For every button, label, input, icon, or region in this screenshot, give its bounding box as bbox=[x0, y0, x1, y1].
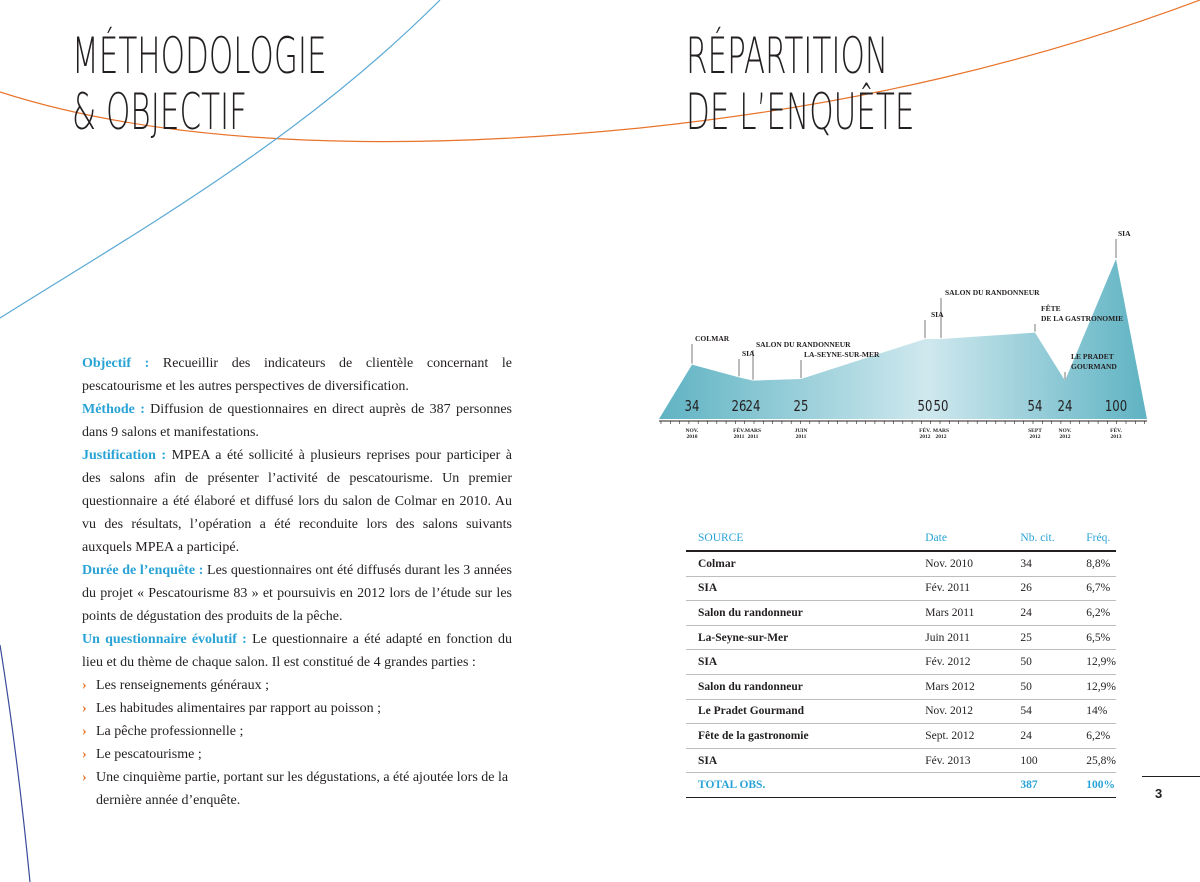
survey-distribution-chart bbox=[655, 225, 1155, 445]
page-title-left bbox=[72, 28, 327, 140]
section-justification bbox=[82, 444, 512, 559]
section-label: Durée de l’enquête : bbox=[82, 563, 204, 578]
chart-value-label: 50 bbox=[933, 398, 949, 416]
chart-plot bbox=[659, 229, 1147, 440]
chart-value-label: 100 bbox=[1104, 398, 1128, 416]
cell-frequency: 6,7% bbox=[1074, 576, 1116, 601]
chart-date-label: MARS bbox=[744, 428, 762, 434]
table-row bbox=[686, 625, 1116, 650]
section-label: Un questionnaire évolutif : bbox=[82, 632, 247, 647]
chart-date-label: 2010 bbox=[686, 434, 698, 440]
chart-event-label: LE PRADET bbox=[1071, 352, 1114, 361]
list-item: › Les renseignements généraux ; bbox=[82, 674, 512, 697]
chart-date-label: 2012 bbox=[1029, 434, 1041, 440]
cell-date: Sept. 2012 bbox=[913, 724, 1008, 749]
cell-total-count: 387 bbox=[1008, 773, 1074, 798]
cell-frequency: 25,8% bbox=[1074, 748, 1116, 773]
chart-date-label: 2012 bbox=[1059, 434, 1071, 440]
chart-area-fill bbox=[659, 259, 1147, 419]
list-item: › La pêche professionnelle ; bbox=[82, 720, 512, 743]
cell-total-label: TOTAL OBS. bbox=[686, 773, 913, 798]
header-count: Nb. cit. bbox=[1008, 528, 1074, 551]
cell-source: SIA bbox=[686, 576, 913, 601]
chart-date-label: NOV. bbox=[685, 428, 699, 434]
cell-count: 50 bbox=[1008, 674, 1074, 699]
cell-count: 24 bbox=[1008, 601, 1074, 626]
table-total-row bbox=[686, 773, 1116, 798]
cell-frequency: 6,5% bbox=[1074, 625, 1116, 650]
section-text: MPEA a été sollicité à plusieurs reprises pour participer à des salons afin de présenter l’activité de pescatourisme. Un premier questionnaire a été élaboré et diffusé lors du salon de Colmar en 2010. Au vu des résultats, l’opération a été reconduite lors des salons suivants auxquels MPEA a participé. bbox=[82, 448, 512, 555]
section-duree bbox=[82, 559, 512, 628]
section-objectif bbox=[82, 352, 512, 398]
chart-event-label: SIA bbox=[742, 349, 755, 358]
chart-date-label: 2011 bbox=[795, 434, 807, 440]
title-right-line2: DE L’ENQUÊTE bbox=[686, 83, 915, 141]
survey-table bbox=[686, 528, 1116, 798]
section-label: Objectif : bbox=[82, 356, 150, 371]
section-methode bbox=[82, 398, 512, 444]
cell-frequency: 6,2% bbox=[1074, 724, 1116, 749]
cell-frequency: 6,2% bbox=[1074, 601, 1116, 626]
cell-source: La-Seyne-sur-Mer bbox=[686, 625, 913, 650]
methodology-text bbox=[82, 352, 512, 812]
cell-date: Nov. 2010 bbox=[913, 551, 1008, 576]
chart-event-label: FÊTE bbox=[1041, 304, 1061, 313]
cell-frequency: 8,8% bbox=[1074, 551, 1116, 576]
header-date: Date bbox=[913, 528, 1008, 551]
page-number-rule bbox=[1142, 776, 1200, 777]
chart-value-label: 26 bbox=[731, 398, 747, 416]
page-title-right bbox=[686, 28, 914, 140]
chart-value-label: 25 bbox=[793, 398, 809, 416]
section-label: Justification : bbox=[82, 448, 167, 463]
cell-date: Fév. 2011 bbox=[913, 576, 1008, 601]
cell-frequency: 12,9% bbox=[1074, 650, 1116, 675]
chart-date-label: SEPT bbox=[1028, 428, 1042, 434]
chart-event-label: SALON DU RANDONNEUR bbox=[945, 288, 1040, 297]
chart-date-label: 2011 bbox=[747, 434, 759, 440]
cell-source: Le Pradet Gourmand bbox=[686, 699, 913, 724]
chart-event-label: COLMAR bbox=[695, 334, 730, 343]
table-row bbox=[686, 748, 1116, 773]
navy-arc-curve bbox=[0, 645, 30, 882]
table-row bbox=[686, 601, 1116, 626]
list-item: › Une cinquième partie, portant sur les dégustations, a été ajoutée lors de la dernière année d’enquête. bbox=[82, 766, 512, 812]
section-text: Le questionnaire a été adapté en fonction du lieu et du thème de chaque salon. Il est constitué de 4 grandes parties : bbox=[82, 632, 512, 670]
section-text: Les questionnaires ont été diffusés durant les 3 années du projet « Pescatourisme 83 » et poursuivis en 2012 lors de l’étude sur les points de dégustation des produits de la pêche. bbox=[82, 563, 512, 624]
section-text: Diffusion de questionnaires en direct auprès de 387 personnes dans 9 salons et manifestations. bbox=[82, 402, 512, 440]
list-item: › Les habitudes alimentaires par rapport au poisson ; bbox=[82, 697, 512, 720]
table-header-row bbox=[686, 528, 1116, 551]
chart-event-label: SIA bbox=[1118, 229, 1131, 238]
cell-count: 54 bbox=[1008, 699, 1074, 724]
chart-value-label: 54 bbox=[1027, 398, 1043, 416]
chart-value-label: 24 bbox=[1057, 398, 1073, 416]
table-row bbox=[686, 674, 1116, 699]
chart-date-label: 2013 bbox=[1110, 434, 1122, 440]
cell-count: 34 bbox=[1008, 551, 1074, 576]
title-left-line2: & OBJECTIF bbox=[72, 83, 248, 141]
title-left-line1: MÉTHODOLOGIE bbox=[72, 27, 327, 85]
cell-source: Fête de la gastronomie bbox=[686, 724, 913, 749]
cell-total-date bbox=[913, 773, 1008, 798]
cell-count: 24 bbox=[1008, 724, 1074, 749]
chart-event-label: DE LA GASTRONOMIE bbox=[1041, 314, 1124, 323]
table-row bbox=[686, 650, 1116, 675]
section-text: Recueillir des indicateurs de clientèle concernant le pescatourisme et les autres perspectives de diversification. bbox=[82, 356, 512, 394]
cell-frequency: 12,9% bbox=[1074, 674, 1116, 699]
cell-date: Fév. 2013 bbox=[913, 748, 1008, 773]
table-row bbox=[686, 699, 1116, 724]
cell-source: Salon du randonneur bbox=[686, 674, 913, 699]
cell-source: Salon du randonneur bbox=[686, 601, 913, 626]
cell-date: Mars 2011 bbox=[913, 601, 1008, 626]
chart-event-label: SIA bbox=[931, 310, 944, 319]
cell-frequency: 14% bbox=[1074, 699, 1116, 724]
chart-event-label: GOURMAND bbox=[1071, 362, 1117, 371]
chart-date-label: 2012 bbox=[919, 434, 931, 440]
table-row bbox=[686, 551, 1116, 576]
chart-date-label: FÉV. bbox=[919, 428, 931, 434]
table-row bbox=[686, 576, 1116, 601]
cell-date: Mars 2012 bbox=[913, 674, 1008, 699]
cell-total-frequency: 100% bbox=[1074, 773, 1116, 798]
cell-date: Fév. 2012 bbox=[913, 650, 1008, 675]
parts-list bbox=[82, 674, 512, 812]
cell-count: 26 bbox=[1008, 576, 1074, 601]
chart-value-label: 24 bbox=[745, 398, 761, 416]
table-row bbox=[686, 724, 1116, 749]
header-frequency: Fréq. bbox=[1074, 528, 1116, 551]
cell-count: 100 bbox=[1008, 748, 1074, 773]
chart-event-label: LA-SEYNE-SUR-MER bbox=[804, 350, 880, 359]
cell-source: SIA bbox=[686, 748, 913, 773]
cell-source: Colmar bbox=[686, 551, 913, 576]
chart-date-label: FÉV. bbox=[1110, 428, 1122, 434]
cell-source: SIA bbox=[686, 650, 913, 675]
chart-date-label: 2012 bbox=[935, 434, 947, 440]
chart-date-label: NOV. bbox=[1058, 428, 1072, 434]
cell-count: 50 bbox=[1008, 650, 1074, 675]
title-right-line1: RÉPARTITION bbox=[686, 27, 889, 85]
chart-value-label: 50 bbox=[917, 398, 933, 416]
list-item: › Le pescatourisme ; bbox=[82, 743, 512, 766]
page-number: 3 bbox=[1155, 786, 1163, 801]
section-label: Méthode : bbox=[82, 402, 145, 417]
cell-date: Nov. 2012 bbox=[913, 699, 1008, 724]
section-questionnaire bbox=[82, 628, 512, 674]
header-source: SOURCE bbox=[686, 528, 913, 551]
chart-date-label: JUIN bbox=[794, 428, 808, 434]
chart-event-label: SALON DU RANDONNEUR bbox=[756, 340, 851, 349]
chart-date-label: FÉV. bbox=[733, 428, 745, 434]
cell-date: Juin 2011 bbox=[913, 625, 1008, 650]
chart-date-label: 2011 bbox=[733, 434, 745, 440]
cell-count: 25 bbox=[1008, 625, 1074, 650]
chart-value-label: 34 bbox=[684, 398, 700, 416]
chart-date-label: MARS bbox=[932, 428, 950, 434]
